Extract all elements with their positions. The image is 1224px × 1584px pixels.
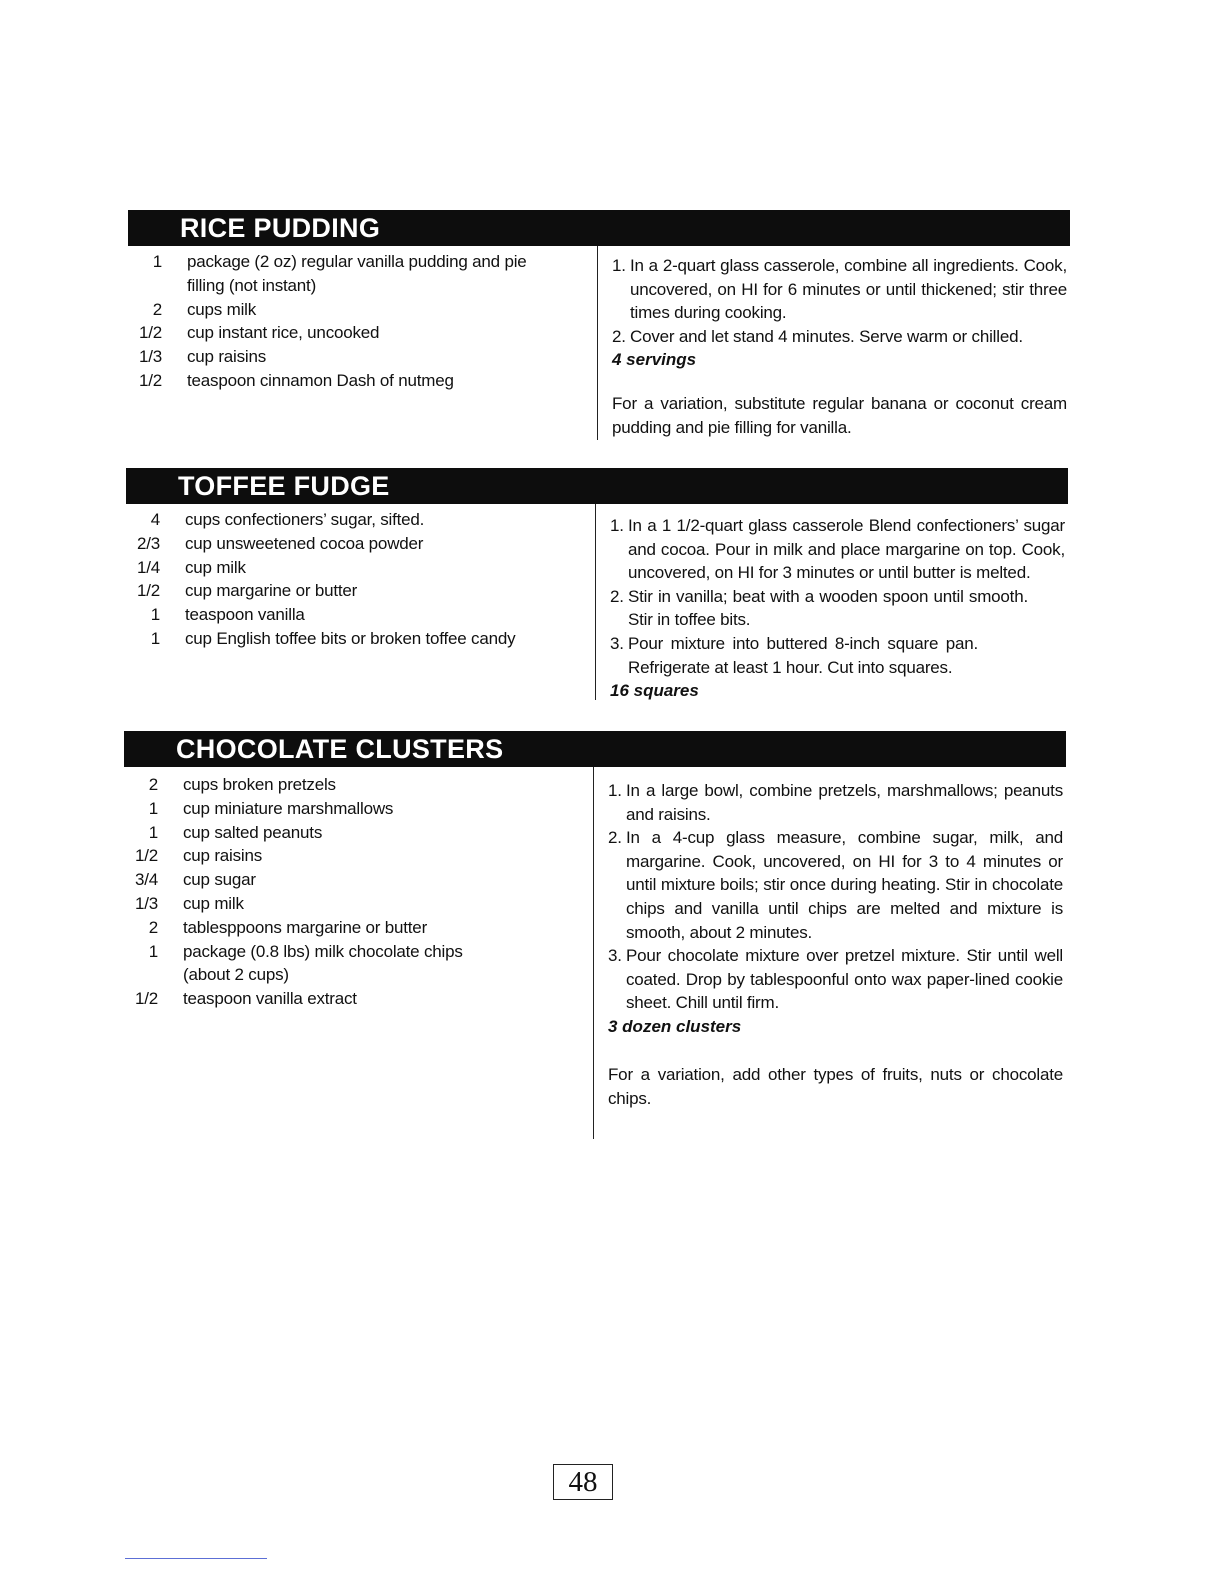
ingredient-row (128, 298, 548, 322)
ingredients-list (124, 773, 544, 1011)
ingredient-text: teaspoon cinnamon Dash of nutmeg (187, 370, 454, 390)
ingredient-row (124, 916, 544, 940)
directions (593, 767, 1063, 1139)
recipe-title: CHOCOLATE CLUSTERS (176, 734, 504, 764)
recipe-note: For a variation, add other types of fruits, nuts or chocolate chips. (608, 1064, 1063, 1108)
step-number: 3. (608, 946, 622, 966)
ingredient-qty: 1/3 (134, 893, 158, 913)
ingredient-row (124, 821, 544, 845)
recipe-chocolate-clusters (124, 731, 1066, 1147)
ingredient-row (126, 579, 546, 603)
ingredient-text: cup instant rice, uncooked (187, 323, 380, 343)
step-number: 2. (608, 828, 622, 848)
ingredient-qty: 4 (150, 510, 160, 529)
ingredient-text: cup unsweetened cocoa powder (185, 533, 424, 553)
step-number: 3. (610, 633, 624, 653)
ingredient-text: cups confectioners’ sugar, sifted. (185, 510, 425, 529)
step-number: 1. (612, 256, 626, 275)
direction-step (608, 779, 1063, 826)
ingredient-text: cup English toffee bits or broken toffee candy (185, 628, 516, 648)
ingredient-text: teaspoon vanilla (185, 605, 305, 625)
ingredient-qty: 2 (152, 299, 162, 319)
direction-step (608, 944, 1063, 1015)
ingredient-qty: 1/4 (136, 557, 160, 577)
ingredient-text: cup raisins (187, 347, 267, 367)
ingredient-qty: 1 (148, 822, 158, 842)
ingredient-row (126, 556, 546, 580)
step-number: 1. (610, 516, 624, 535)
ingredient-text: package (2 oz) regular vanilla pudding and pie filling (not instant) (187, 252, 527, 295)
ingredient-text: teaspoon vanilla extract (183, 989, 357, 1009)
ingredient-qty: 1/2 (138, 370, 162, 390)
recipe-toffee-fudge (126, 468, 1068, 704)
ingredient-qty: 2/3 (136, 533, 160, 553)
direction-step (612, 325, 1067, 349)
ingredient-row (128, 369, 548, 393)
recipe-title: TOFFEE FUDGE (178, 471, 390, 501)
ingredient-text: cup margarine or butter (185, 581, 358, 601)
ingredient-text: package (0.8 lbs) milk chocolate chips (about 2 cups) (183, 941, 463, 985)
directions (597, 246, 1067, 440)
directions (595, 504, 1065, 700)
ingredient-row (124, 844, 544, 868)
ingredient-row (128, 345, 548, 369)
step-number: 1. (608, 781, 622, 800)
step-text: Cover and let stand 4 minutes. Serve warm or chilled. (630, 326, 1023, 346)
ingredient-qty: 2 (148, 917, 158, 937)
ingredient-qty: 3/4 (134, 870, 158, 890)
ingredient-row (128, 250, 548, 298)
ingredient-text: cup sugar (183, 870, 256, 890)
direction-step (612, 254, 1067, 325)
recipe-title: RICE PUDDING (180, 213, 381, 243)
ingredient-text: cup raisins (183, 846, 263, 866)
step-text: In a 1 1/2-quart glass casserole Blend confectioners’ sugar and cocoa. Pour in milk and place margarine on top. Cook, uncovered, on HI for 3 minutes or until butter is melted. (628, 516, 1065, 583)
ingredient-qty: 2 (148, 775, 158, 794)
ingredient-row (124, 940, 544, 988)
recipe-note: For a variation, substitute regular banana or coconut cream pudding and pie filling for vanilla. (612, 394, 1067, 437)
ingredient-text: cup salted peanuts (183, 822, 323, 842)
ingredient-row (124, 892, 544, 916)
ingredient-row (126, 603, 546, 627)
recipe-rice-pudding (128, 210, 1070, 446)
page-number: 48 (553, 1464, 613, 1500)
ingredient-text: cups broken pretzels (183, 775, 336, 794)
ingredient-row (124, 773, 544, 797)
ingredient-qty: 1/2 (134, 989, 158, 1009)
recipe-yield: 4 servings (612, 350, 697, 370)
recipe-title-bar (128, 210, 1070, 246)
ingredient-row (126, 508, 546, 532)
ingredient-row (126, 532, 546, 556)
ingredient-qty: 1 (148, 941, 158, 961)
ingredient-qty: 1/2 (134, 846, 158, 866)
recipe-yield: 3 dozen clusters (608, 1016, 742, 1036)
step-text: Pour mixture into buttered 8-inch square pan. Refrigerate at least 1 hour. Cut into squares. (628, 633, 978, 677)
ingredient-text: cup milk (183, 893, 244, 913)
step-text: Pour chocolate mixture over pretzel mixture. Stir until well coated. Drop by tablespoonful onto wax paper-lined cookie sheet. Chill until firm. (626, 946, 1063, 1013)
step-text: In a large bowl, combine pretzels, marshmallows; peanuts and raisins. (626, 781, 1063, 824)
direction-step (610, 514, 1065, 585)
ingredients-list (128, 250, 548, 393)
ingredient-qty: 1/3 (138, 347, 162, 367)
step-number: 2. (610, 586, 624, 606)
ingredient-qty: 1 (150, 605, 160, 625)
ingredient-qty: 1 (148, 798, 158, 818)
step-text: Stir in vanilla; beat with a wooden spoon until smooth. Stir in toffee bits. (628, 586, 1028, 630)
direction-step (610, 632, 1065, 679)
step-number: 2. (612, 326, 626, 346)
footer-rule (125, 1558, 267, 1559)
direction-step (610, 585, 1065, 632)
step-text: In a 2-quart glass casserole, combine all ingredients. Cook, uncovered, on HI for 6 minutes or until thickened; stir three times during cooking. (630, 256, 1067, 323)
direction-step (608, 826, 1063, 944)
ingredient-row (126, 627, 546, 651)
recipe-yield: 16 squares (610, 681, 699, 701)
ingredient-row (128, 321, 548, 345)
ingredient-text: tablesppoons margarine or butter (183, 917, 428, 937)
ingredient-qty: 1/2 (136, 581, 160, 601)
ingredient-text: cup miniature marshmallows (183, 798, 394, 818)
ingredient-qty: 1 (152, 252, 162, 271)
ingredient-text: cups milk (187, 299, 257, 319)
ingredient-row (124, 987, 544, 1011)
ingredient-qty: 1 (150, 628, 160, 648)
ingredient-text: cup milk (185, 557, 246, 577)
ingredient-row (124, 868, 544, 892)
ingredient-qty: 1/2 (138, 323, 162, 343)
step-text: In a 4-cup glass measure, combine sugar, milk, and margarine. Cook, uncovered, on HI for 3 to 4 minutes or until mixture boils; stir once during heating. Stir in chocolate chips and vanilla until chips are melted and mixture is smooth, about 2 minutes. (626, 828, 1063, 942)
recipe-title-bar (124, 731, 1066, 767)
ingredients-list (126, 508, 546, 651)
recipe-title-bar (126, 468, 1068, 504)
ingredient-row (124, 797, 544, 821)
